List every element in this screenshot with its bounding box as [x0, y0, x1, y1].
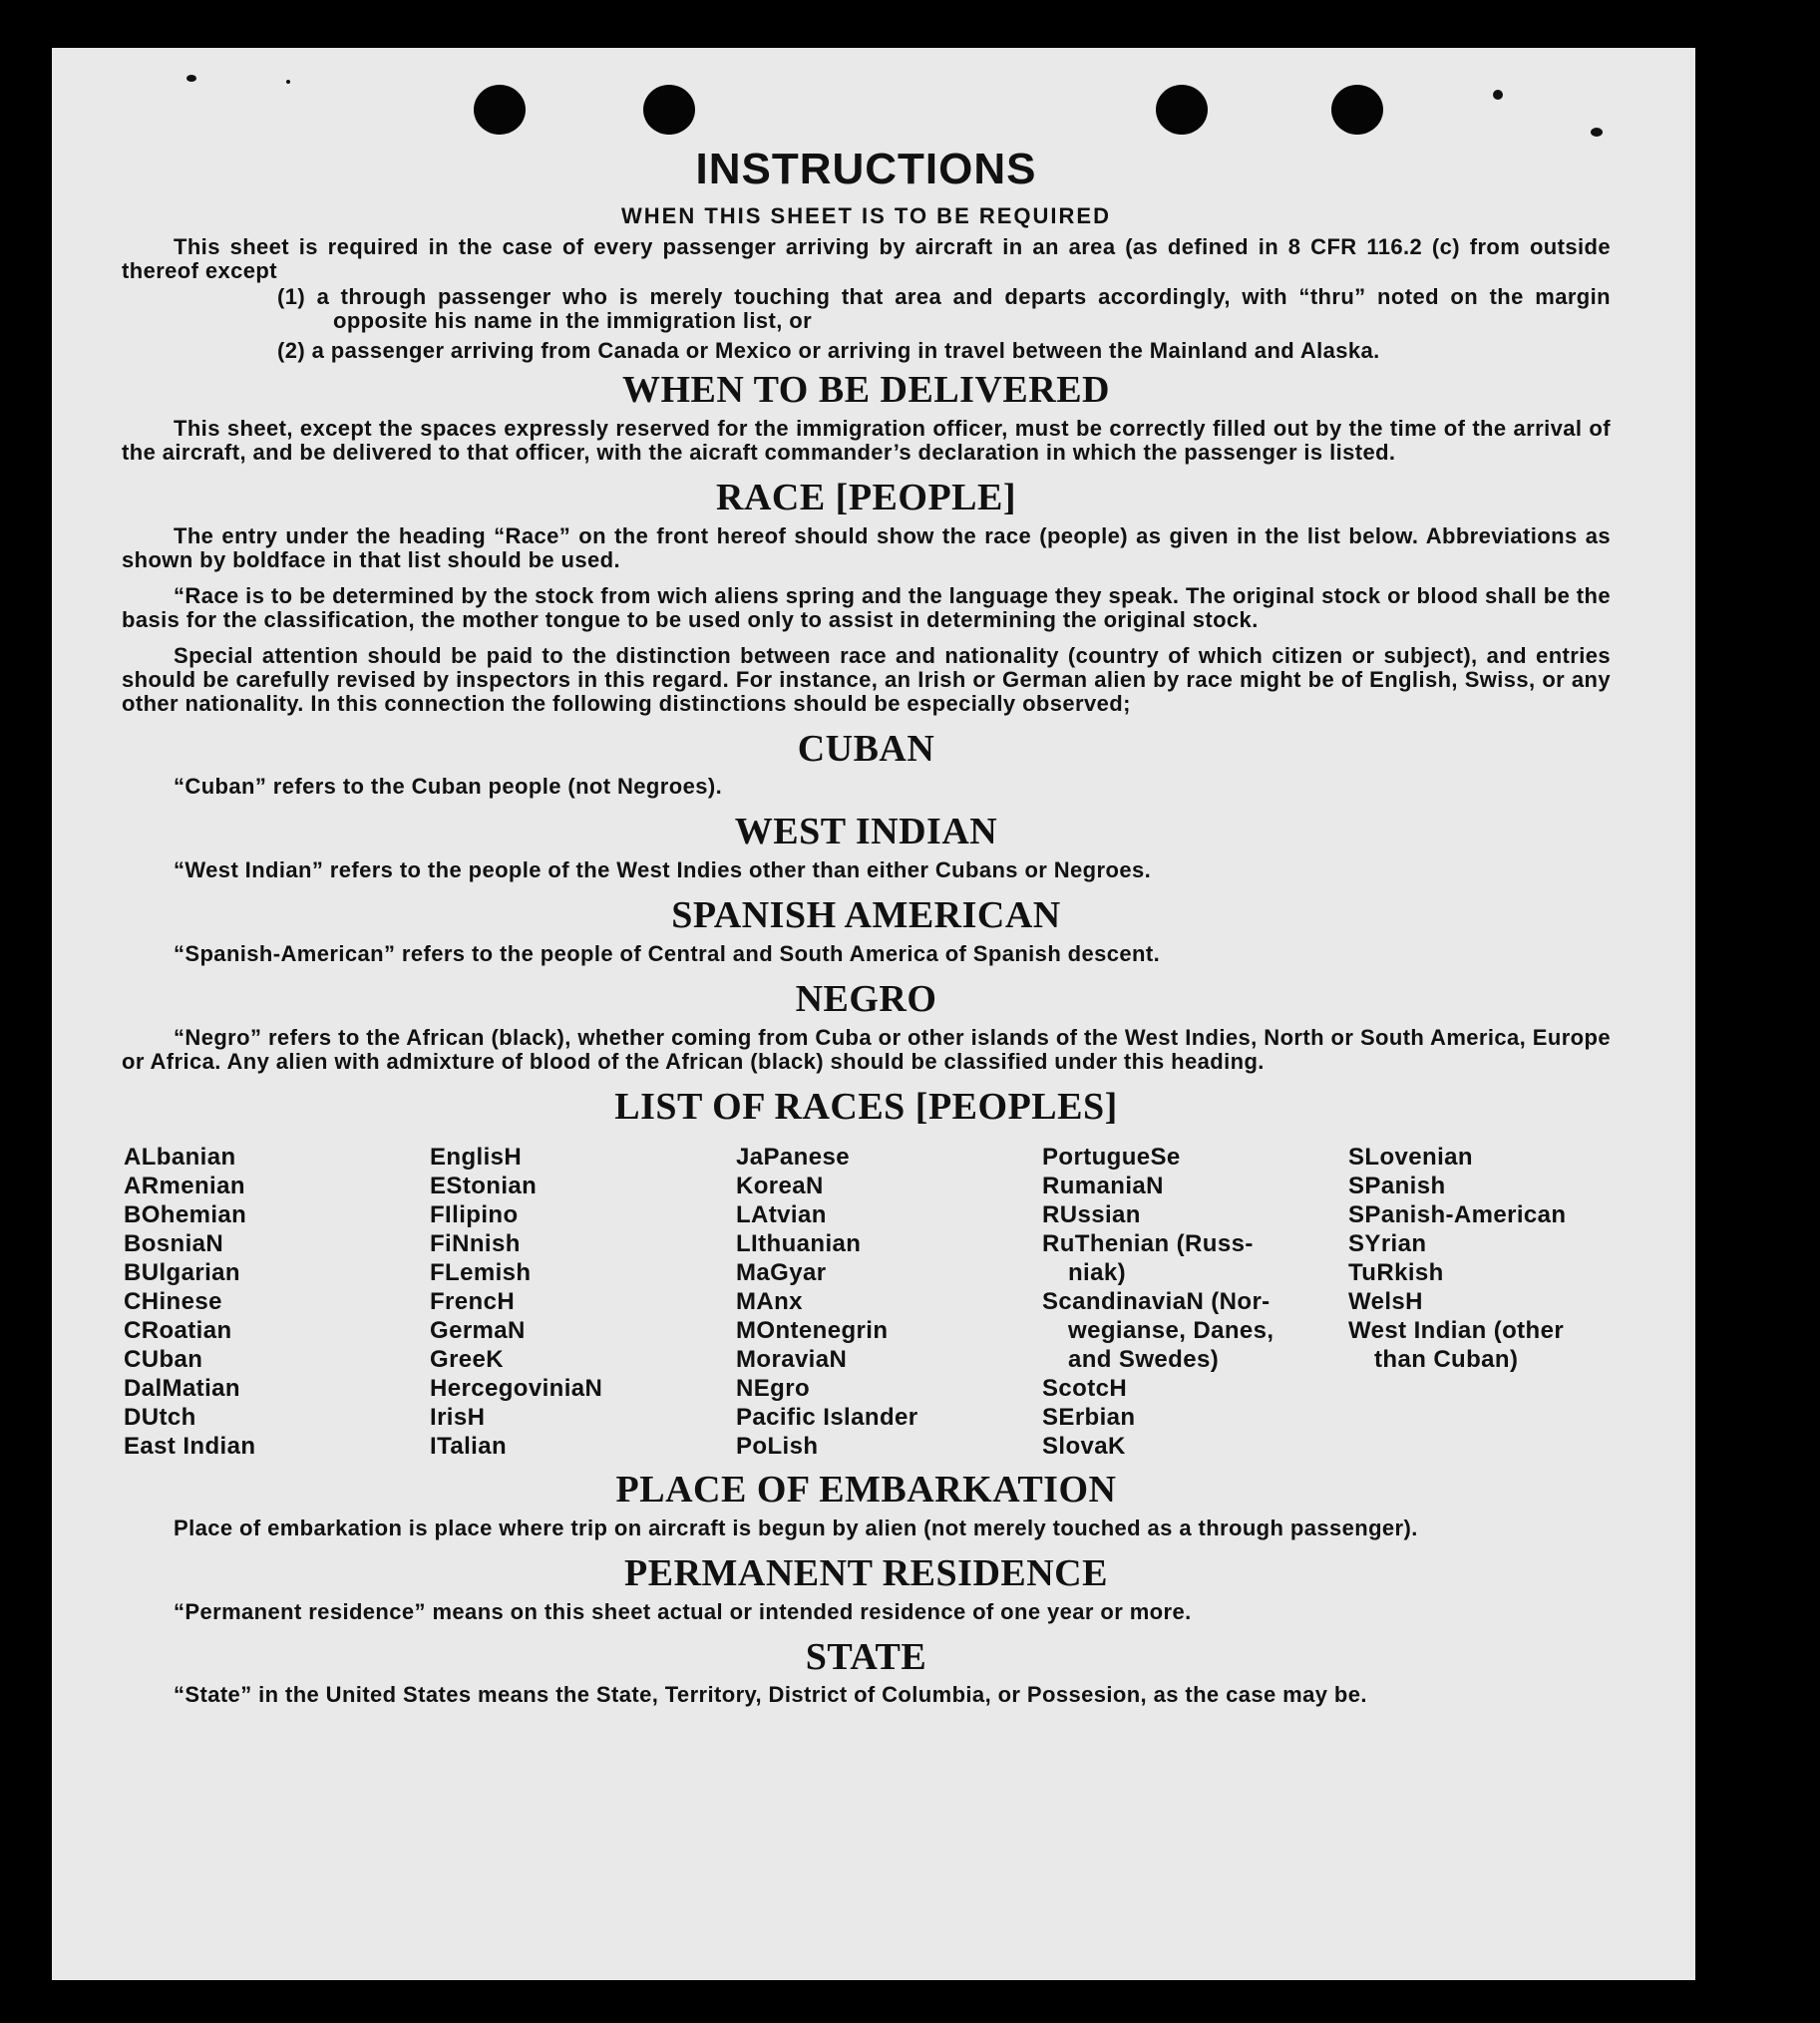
negro-text: “Negro” refers to the African (black), whether coming from Cuba or other islands of the West Indies, North or South America, Europe or Africa. Any alien with admixture of blood of the African (black) should be classified under this heading.	[122, 1024, 1611, 1074]
punch-hole	[1156, 85, 1208, 135]
instructions-content	[122, 146, 1611, 1719]
race-list-item: ScotcH	[1042, 1375, 1128, 1403]
boldface-word: boldface	[232, 546, 326, 572]
race-list-item: MOntenegrin	[736, 1317, 889, 1345]
race-list-item: CUban	[124, 1346, 203, 1374]
race-list-item: RuThenian (Russ-	[1042, 1230, 1254, 1258]
race-list-item: SPanish	[1348, 1173, 1446, 1200]
race-list	[124, 1143, 1611, 1461]
race-list-item: MaGyar	[736, 1259, 827, 1287]
punch-hole	[474, 85, 526, 135]
race-list-item: TuRkish	[1348, 1259, 1444, 1287]
race-list-item: ITalian	[430, 1433, 508, 1461]
race-list-item: SYrian	[1348, 1230, 1427, 1258]
delivered-text: This sheet, except the spaces expressly reserved for the immigration officer, must be correctly filled out by the time of the arrival of the aircraft, and be delivered to that officer, with the aicraft commander’s declaration in which the passenger is listed.	[122, 416, 1611, 466]
race-list-item: GreeK	[430, 1346, 505, 1374]
race-p1-text: The entry under the heading “Race” on the front hereof should show the race (people) as given in the list below. Abbreviations as shown by	[122, 522, 1611, 572]
race-list-item: NEgro	[736, 1375, 810, 1403]
race-column-4	[1042, 1143, 1348, 1461]
race-list-item: WelsH	[1348, 1288, 1423, 1316]
west-indian-text: “West Indian” refers to the people of the West Indies other than either Cubans or Negroes.	[174, 857, 1152, 883]
spanish-american-heading: SPANISH AMERICAN	[671, 894, 1061, 937]
race-p1-text-end: in that list should be used.	[332, 546, 621, 572]
race-list-item: IrisH	[430, 1404, 486, 1432]
race-list-item: GermaN	[430, 1317, 526, 1345]
cuban-text: “Cuban” refers to the Cuban people (not Negroes).	[174, 774, 723, 800]
speck	[186, 75, 196, 82]
embarkation-heading: PLACE OF EMBARKATION	[615, 1469, 1117, 1512]
race-list-item: MoraviaN	[736, 1346, 848, 1374]
race-list-item: LIthuanian	[736, 1230, 862, 1258]
race-column-3	[736, 1143, 1042, 1461]
race-paragraph-3: Special attention should be paid to the distinction between race and nationality (country of which citizen or subject), and entries should be carefully revised by inspectors in this regard. For instance, an Irish or German alien by race might be of English, Swiss, or any other nationality. In this connection the following distinctions should be especially observed;	[122, 642, 1611, 716]
race-column-5	[1348, 1143, 1613, 1461]
exception-1: (1) a through passenger who is merely touching that area and departs accordingly, with “thru” noted on the margin opposite his name in the immigration list, or	[277, 284, 1611, 334]
residence-heading: PERMANENT RESIDENCE	[624, 1551, 1108, 1594]
race-list-item: BUlgarian	[124, 1259, 240, 1287]
race-list-item: CRoatian	[124, 1317, 232, 1345]
race-list-item: FLemish	[430, 1259, 532, 1287]
race-list-item: SErbian	[1042, 1404, 1136, 1432]
race-list-item: BosniaN	[124, 1230, 224, 1258]
race-list-item: niak)	[1068, 1259, 1127, 1287]
race-list-item: LAtvian	[736, 1201, 827, 1229]
race-list-item: FiNnish	[430, 1230, 521, 1258]
page-title: INSTRUCTIONS	[695, 145, 1037, 193]
race-paragraph-2: “Race is to be determined by the stock from wich aliens spring and the language they speak. The original stock or blood shall be the basis for the classification, the mother tongue to be used only to assist in determining the original stock.	[122, 582, 1611, 632]
embarkation-text: Place of embarkation is place where trip on aircraft is begun by alien (not merely touched as a through passenger).	[174, 1515, 1418, 1540]
west-indian-heading: WEST INDIAN	[734, 811, 998, 853]
race-list-item: CHinese	[124, 1288, 222, 1316]
required-intro: This sheet is required in the case of every passenger arriving by aircraft in an area (as defined in 8 CFR 116.2 (c) from outside thereof except	[122, 234, 1611, 284]
race-list-item: SLovenian	[1348, 1144, 1473, 1172]
punch-hole	[643, 85, 695, 135]
race-list-item: BOhemian	[124, 1201, 247, 1229]
state-text: “State” in the United States means the State, Territory, District of Columbia, or Possesion, as the case may be.	[174, 1682, 1367, 1708]
speck	[1493, 90, 1503, 100]
race-list-item: DalMatian	[124, 1375, 240, 1403]
race-list-item: wegianse, Danes,	[1068, 1317, 1274, 1345]
section-subtitle: WHEN THIS SHEET IS TO BE REQUIRED	[621, 203, 1111, 229]
race-list-item: SlovaK	[1042, 1433, 1126, 1461]
race-list-item: HercegoviniaN	[430, 1375, 603, 1403]
race-list-item: and Swedes)	[1068, 1346, 1220, 1374]
delivered-heading: WHEN TO BE DELIVERED	[621, 369, 1110, 412]
race-list-item: MAnx	[736, 1288, 803, 1316]
race-list-item: East Indian	[124, 1433, 256, 1461]
punch-hole	[1331, 85, 1383, 135]
race-list-item: West Indian (other	[1348, 1317, 1565, 1345]
residence-text: “Permanent residence” means on this sheet actual or intended residence of one year or more.	[174, 1598, 1192, 1624]
race-list-item: DUtch	[124, 1404, 196, 1432]
state-heading: STATE	[805, 1635, 927, 1678]
exception-2: (2) a passenger arriving from Canada or Mexico or arriving in travel between the Mainland and Alaska.	[277, 338, 1380, 364]
race-column-2	[430, 1143, 736, 1461]
race-list-item: Pacific Islander	[736, 1404, 918, 1432]
document-sheet	[52, 48, 1695, 1980]
race-list-item: FrencH	[430, 1288, 516, 1316]
race-list-item: ARmenian	[124, 1173, 245, 1200]
race-list-item: PortugueSe	[1042, 1144, 1181, 1172]
race-list-item: RUssian	[1042, 1201, 1141, 1229]
negro-heading: NEGRO	[795, 977, 937, 1020]
spanish-american-text: “Spanish-American” refers to the people of Central and South America of Spanish descent.	[174, 940, 1161, 966]
race-list-item: EnglisH	[430, 1144, 523, 1172]
race-list-item: ALbanian	[124, 1144, 236, 1172]
speck	[1591, 128, 1603, 137]
race-list-item: SPanish-American	[1348, 1201, 1567, 1229]
race-list-item: EStonian	[430, 1173, 538, 1200]
race-list-item: ScandinaviaN (Nor-	[1042, 1288, 1271, 1316]
race-paragraph-1	[122, 524, 1611, 572]
race-heading: RACE [PEOPLE]	[716, 477, 1016, 519]
race-list-item: KoreaN	[736, 1173, 824, 1200]
race-column-1	[124, 1143, 430, 1461]
list-of-races-heading: LIST OF RACES [PEOPLES]	[614, 1085, 1118, 1128]
cuban-heading: CUBAN	[797, 727, 935, 770]
race-list-item: than Cuban)	[1374, 1346, 1519, 1374]
race-list-item: FIlipino	[430, 1201, 519, 1229]
speck	[286, 80, 290, 84]
race-list-item: JaPanese	[736, 1144, 850, 1172]
race-list-item: PoLish	[736, 1433, 819, 1461]
race-list-item: RumaniaN	[1042, 1173, 1164, 1200]
